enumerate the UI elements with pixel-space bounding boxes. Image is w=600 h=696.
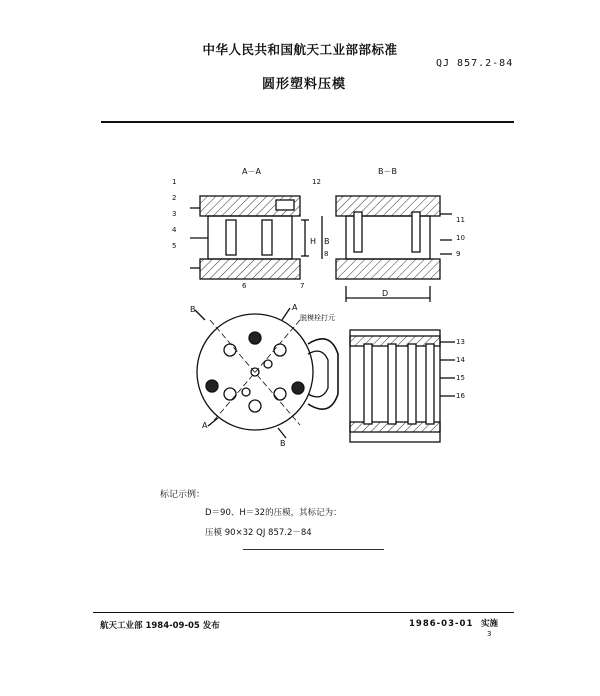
implement-label: 实施 xyxy=(481,619,499,629)
label-section-b-top: B xyxy=(190,305,196,314)
callout-8: 8 xyxy=(324,250,329,258)
end-rule xyxy=(243,549,384,550)
callout-6: 6 xyxy=(242,282,247,290)
header-rule xyxy=(101,121,514,123)
callout-7: 7 xyxy=(300,282,305,290)
callout-12: 12 xyxy=(312,178,321,186)
callout-2: 2 xyxy=(172,194,177,202)
callout-11: 11 xyxy=(456,216,465,224)
section-aa-view xyxy=(190,196,309,279)
elevation-view xyxy=(350,330,455,442)
standard-code: QJ 857.2-84 xyxy=(436,58,514,69)
marking-example-heading: 标记示例： xyxy=(160,490,206,500)
callout-5: 5 xyxy=(172,242,177,250)
section-bb-view xyxy=(322,196,452,302)
callout-3: 3 xyxy=(172,210,177,218)
implement-date: 1986-03-01 xyxy=(409,619,474,629)
marking-example-line-2: 压模 90×32 QJ 857.2－84 xyxy=(205,528,312,538)
callout-13: 13 xyxy=(456,338,465,346)
callout-9: 9 xyxy=(456,250,461,258)
label-dim-d: D xyxy=(382,289,389,298)
callout-15: 15 xyxy=(456,374,465,382)
plan-view xyxy=(195,308,338,438)
label-section-a-top: A xyxy=(292,303,298,312)
marking-example-line-1: D＝90、H＝32的压模，其标记为： xyxy=(205,508,342,518)
plan-note: 脱模栓打元 xyxy=(300,314,335,322)
footer-rule xyxy=(93,612,514,613)
callout-1: 1 xyxy=(172,178,177,186)
callout-16: 16 xyxy=(456,392,465,400)
label-section-aa: A－A xyxy=(242,167,261,176)
callout-10: 10 xyxy=(456,234,465,242)
label-dim-h: H xyxy=(310,237,317,246)
callout-4: 4 xyxy=(172,226,177,234)
page-number: 3 xyxy=(487,630,492,638)
technical-drawing xyxy=(150,160,500,460)
page-title: 圆形塑料压模 xyxy=(262,77,347,92)
label-section-a-bottom: A xyxy=(202,421,208,430)
label-section-b-bottom: B xyxy=(280,439,286,448)
callout-14: 14 xyxy=(456,356,465,364)
label-section-bb: B－B xyxy=(378,167,397,176)
issuer-and-date: 航天工业部 1984-09-05 发布 xyxy=(100,621,220,631)
label-dim-b: B xyxy=(324,237,330,246)
standard-organization: 中华人民共和国航天工业部部标准 xyxy=(202,42,398,57)
